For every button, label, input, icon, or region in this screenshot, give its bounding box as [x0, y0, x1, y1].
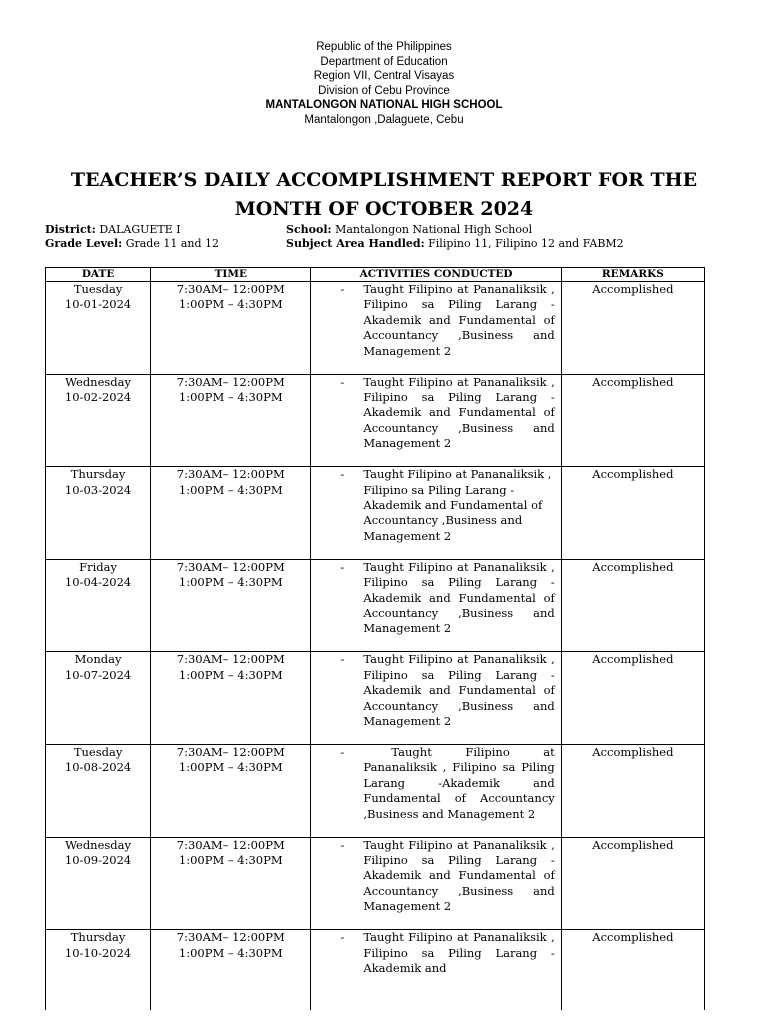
letterhead-region: Region VII, Central Visayas	[313, 70, 455, 83]
day-name: Thursday	[70, 930, 126, 945]
date-value: 10-08-2024	[64, 760, 132, 775]
header-remarks: REMARKS	[561, 268, 704, 282]
remarks-cell: Accomplished	[561, 652, 704, 745]
bullet-dash: -	[340, 282, 345, 296]
time-afternoon: 1:00PM – 4:30PM	[178, 390, 283, 404]
date-cell	[46, 282, 151, 375]
table-row	[46, 837, 705, 930]
district-value: DALAGUETE I	[99, 223, 181, 236]
activity-cell	[311, 652, 561, 745]
time-afternoon: 1:00PM – 4:30PM	[178, 297, 283, 312]
report-title	[40, 166, 728, 224]
bullet-dash: -	[340, 930, 345, 945]
district-label: District:	[45, 223, 96, 236]
table-row	[46, 930, 705, 1011]
date-value: 10-02-2024	[64, 390, 132, 404]
letterhead-department: Department of Education	[320, 55, 448, 68]
time-morning: 7:30AM– 12:00PM	[176, 282, 285, 296]
bullet-dash: -	[340, 744, 345, 759]
day-name: Friday	[79, 559, 118, 574]
activity-text: Taught Filipino at Pananaliksik , Filipino sa Piling Larang -Akademik and Fundamental of Accountancy ,Business and Management 2	[363, 837, 555, 914]
table-row	[46, 559, 705, 652]
table-row	[46, 744, 705, 837]
remarks-cell: Accomplished	[561, 467, 704, 560]
day-name: Wednesday	[65, 837, 132, 852]
remarks-cell: Accomplished	[561, 374, 704, 467]
meta-row-grade-subject	[45, 237, 745, 251]
time-morning: 7:30AM– 12:00PM	[176, 744, 285, 759]
time-morning: 7:30AM– 12:00PM	[176, 652, 285, 667]
time-afternoon: 1:00PM – 4:30PM	[178, 667, 283, 682]
date-cell	[46, 837, 151, 930]
date-cell	[46, 930, 151, 1011]
activity-text: Taught Filipino at Pananaliksik , Filipino sa Piling Larang -Akademik and	[363, 930, 555, 975]
time-afternoon: 1:00PM – 4:30PM	[178, 852, 283, 867]
date-cell	[46, 374, 151, 467]
letterhead-school-name: MANTALONGON NATIONAL HIGH SCHOOL	[265, 99, 503, 112]
activity-cell	[311, 282, 561, 375]
bullet-dash: -	[340, 467, 345, 482]
date-value: 10-03-2024	[64, 482, 132, 497]
report-title-line1: TEACHER’S DAILY ACCOMPLISHMENT REPORT FOR THE	[70, 169, 698, 191]
day-name: Monday	[74, 652, 122, 667]
time-morning: 7:30AM– 12:00PM	[176, 837, 285, 852]
time-morning: 7:30AM– 12:00PM	[176, 559, 285, 574]
time-afternoon: 1:00PM – 4:30PM	[178, 945, 283, 960]
activity-cell	[311, 467, 561, 560]
remarks-cell: Accomplished	[561, 837, 704, 930]
school-label: School:	[286, 223, 332, 236]
time-morning: 7:30AM– 12:00PM	[176, 374, 285, 389]
table-header-row	[46, 268, 705, 282]
activity-text-content: Taught Filipino at Pananaliksik , Filipino sa Piling Larang -Akademik and Fundamental of Accountancy ,Business and Management 2	[363, 744, 555, 821]
time-morning: 7:30AM– 12:00PM	[176, 467, 285, 482]
date-cell	[46, 467, 151, 560]
date-cell	[46, 559, 151, 652]
activity-text: Taught Filipino at Pananaliksik , Filipino sa Piling Larang -Akademik and Fundamental of Accountancy ,Business and Management 2	[363, 374, 555, 451]
time-cell	[151, 744, 311, 837]
date-value: 10-10-2024	[64, 945, 132, 960]
subject-label: Subject Area Handled:	[286, 237, 425, 250]
date-value: 10-09-2024	[64, 852, 132, 867]
time-afternoon: 1:00PM – 4:30PM	[178, 575, 283, 590]
time-afternoon: 1:00PM – 4:30PM	[178, 482, 283, 497]
activity-cell	[311, 559, 561, 652]
subject-field	[286, 237, 624, 251]
school-field	[286, 223, 532, 237]
grade-level-label: Grade Level:	[45, 237, 123, 250]
bullet-dash: -	[340, 374, 345, 389]
activity-cell	[311, 837, 561, 930]
date-value: 10-07-2024	[64, 667, 132, 682]
date-value: 10-04-2024	[64, 575, 132, 590]
activity-text: Taught Filipino at Pananaliksik , Filipino sa Piling Larang -Akademik and Fundamental of Accountancy ,Business and Management 2	[363, 282, 555, 358]
day-name: Tuesday	[73, 744, 123, 759]
time-morning: 7:30AM– 12:00PM	[176, 930, 285, 945]
bullet-dash: -	[340, 837, 345, 852]
remarks-cell: Accomplished	[561, 744, 704, 837]
letterhead	[0, 40, 768, 128]
time-cell	[151, 467, 311, 560]
letterhead-republic: Republic of the Philippines	[316, 41, 452, 53]
school-value: Mantalongon National High School	[335, 223, 533, 236]
report-title-line2: MONTH OF OCTOBER 2024	[234, 198, 534, 220]
day-name: Thursday	[70, 467, 126, 482]
letterhead-division: Division of Cebu Province	[318, 84, 450, 97]
table-row	[46, 374, 705, 467]
time-cell	[151, 837, 311, 930]
table-row	[46, 652, 705, 745]
activity-cell	[311, 744, 561, 837]
date-cell	[46, 652, 151, 745]
time-cell	[151, 930, 311, 1011]
time-afternoon: 1:00PM – 4:30PM	[178, 760, 283, 775]
accomplishment-table	[45, 267, 705, 1010]
activity-text: Taught Filipino at Pananaliksik , Filipino sa Piling Larang -Akademik and Fundamental of Accountancy ,Business and Management 2	[363, 467, 552, 543]
table-row	[46, 282, 705, 375]
header-activities: ACTIVITIES CONDUCTED	[311, 268, 561, 282]
day-name: Tuesday	[73, 282, 123, 296]
time-cell	[151, 652, 311, 745]
activity-text	[363, 745, 554, 822]
bullet-dash: -	[340, 559, 345, 574]
activity-cell	[311, 374, 561, 467]
header-time: TIME	[151, 268, 311, 282]
grade-level-value: Grade 11 and 12	[125, 237, 220, 250]
table-row	[46, 467, 705, 560]
remarks-cell: Accomplished	[561, 930, 704, 1011]
time-cell	[151, 374, 311, 467]
bullet-dash: -	[340, 652, 345, 667]
header-date: DATE	[46, 268, 151, 282]
remarks-cell: Accomplished	[561, 559, 704, 652]
letterhead-address: Mantalongon ,Dalaguete, Cebu	[304, 113, 464, 126]
activity-text: Taught Filipino at Pananaliksik , Filipino sa Piling Larang -Akademik and Fundamental of Accountancy ,Business and Management 2	[363, 559, 555, 636]
meta-row-district-school	[45, 223, 745, 237]
activity-text: Taught Filipino at Pananaliksik , Filipino sa Piling Larang -Akademik and Fundamental of Accountancy ,Business and Management 2	[363, 652, 555, 728]
subject-value: Filipino 11, Filipino 12 and FABM2	[428, 237, 624, 250]
time-cell	[151, 282, 311, 375]
activity-cell	[311, 930, 561, 1011]
time-cell	[151, 559, 311, 652]
remarks-cell: Accomplished	[561, 282, 704, 375]
date-value: 10-01-2024	[64, 297, 132, 312]
date-cell	[46, 744, 151, 837]
day-name: Wednesday	[65, 374, 132, 389]
